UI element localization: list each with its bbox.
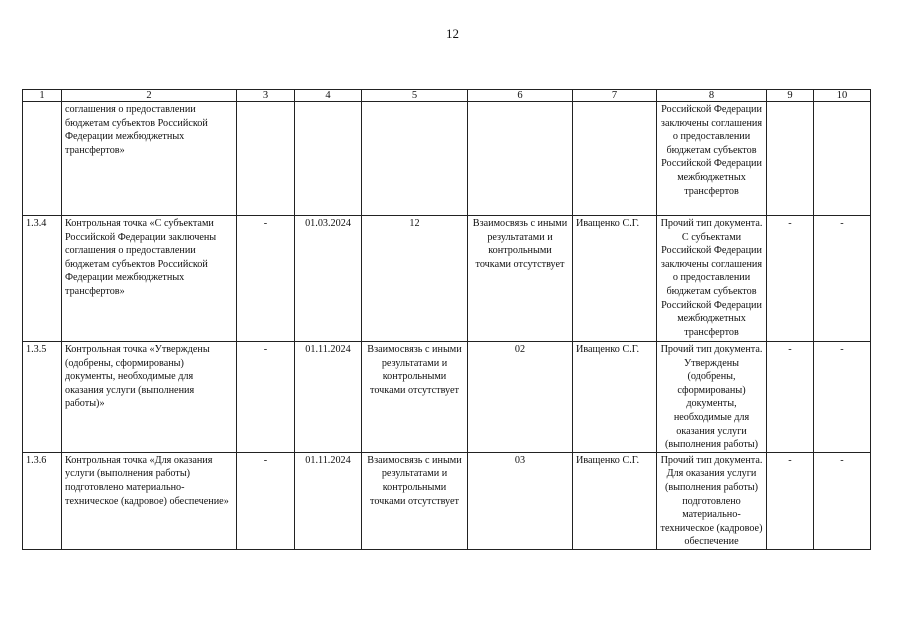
cell-col10: - [814,216,871,342]
column-header: 10 [814,90,871,102]
cell-col5: Взаимосвязь с иными результатами и контрольными точками отсутствует [362,342,468,453]
responsible-person: Иващенко С.Г. [573,342,657,453]
cell-col6: Взаимосвязь с иными результатами и контрольными точками отсутствует [468,216,573,342]
cell-col6 [468,102,573,216]
row-date: 01.11.2024 [295,342,362,453]
cell-col3: - [237,342,295,453]
column-header: 6 [468,90,573,102]
cell-col9: - [767,452,814,549]
row-number [23,102,62,216]
row-number: 1.3.6 [23,452,62,549]
document-description: Прочий тип документа. Утверждены (одобрены, сформированы) документы, необходимые для оказания услуги (выполнения работы) [657,342,767,453]
cell-col3 [237,102,295,216]
table-row [23,342,871,453]
cell-col9 [767,102,814,216]
column-header: 1 [23,90,62,102]
cell-col9: - [767,216,814,342]
column-number-header-row [23,90,871,102]
cell-col3: - [237,452,295,549]
row-title: Контрольная точка «Утверждены (одобрены, сформированы) документы, необходимые для оказания услуги (выполнения работы)» [62,342,237,453]
responsible-person: Иващенко С.Г. [573,452,657,549]
control-points-table [22,89,871,550]
document-description: Прочий тип документа. С субъектами Российской Федерации заключены соглашения о предоставлении бюджетам субъектов Российской Федерации межбюджетных трансфертов [657,216,767,342]
row-title: Контрольная точка «Для оказания услуги (выполнения работы) подготовлено материально-техническое (кадровое) обеспечение» [62,452,237,549]
row-title: Контрольная точка «С субъектами Российской Федерации заключены соглашения о предоставлении бюджетам субъектов Российской Федерации межбюджетных трансфертов» [62,216,237,342]
cell-col6: 02 [468,342,573,453]
document-description: Прочий тип документа. Для оказания услуги (выполнения работы) подготовлено материально-техническое (кадровое) обеспечение [657,452,767,549]
cell-col5: Взаимосвязь с иными результатами и контрольными точками отсутствует [362,452,468,549]
table-row [23,102,871,216]
cell-col10 [814,102,871,216]
column-header: 2 [62,90,237,102]
row-number: 1.3.4 [23,216,62,342]
row-date: 01.03.2024 [295,216,362,342]
table-row [23,216,871,342]
cell-col10: - [814,342,871,453]
cell-col10: - [814,452,871,549]
row-title: соглашения о предоставлении бюджетам субъектов Российской Федерации межбюджетных трансфертов» [62,102,237,216]
row-date [295,102,362,216]
cell-col6: 03 [468,452,573,549]
table-row [23,452,871,549]
document-description: Российской Федерации заключены соглашения о предоставлении бюджетам субъектов Российской Федерации межбюджетных трансфертов [657,102,767,216]
cell-col3: - [237,216,295,342]
column-header: 7 [573,90,657,102]
responsible-person: Иващенко С.Г. [573,216,657,342]
cell-col5: 12 [362,216,468,342]
cell-col5 [362,102,468,216]
column-header: 5 [362,90,468,102]
row-number: 1.3.5 [23,342,62,453]
column-header: 9 [767,90,814,102]
column-header: 8 [657,90,767,102]
responsible-person [573,102,657,216]
cell-col9: - [767,342,814,453]
column-header: 4 [295,90,362,102]
row-date: 01.11.2024 [295,452,362,549]
column-header: 3 [237,90,295,102]
page-number: 12 [446,26,459,41]
